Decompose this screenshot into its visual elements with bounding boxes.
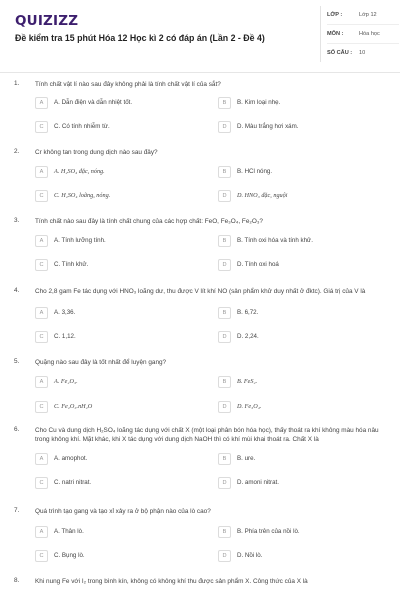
option-text: A. Thân lò. [54,528,84,535]
option-c[interactable] [35,120,195,133]
option-letter: C [35,190,48,202]
option-text: D. Màu trắng hơi xám. [237,123,299,130]
option-text: B. 6,72. [237,309,259,316]
question-text: Quặng nào sau đây là tốt nhất để luyện gang? [35,359,167,366]
option-d[interactable] [218,476,378,489]
option-b[interactable] [218,452,378,465]
option-b[interactable] [218,306,378,319]
option-text: C. Bụng lò. [54,552,85,559]
option-letter: A [35,307,48,319]
meta-value: 10 [359,50,366,56]
option-letter: D [218,477,231,489]
option-d[interactable] [218,258,378,271]
option-a[interactable] [35,452,195,465]
quizizz-logo: QUIZIZZ [15,13,79,29]
meta-panel [320,6,399,62]
option-text: D. Tính oxi hoá [237,261,279,268]
option-d[interactable] [218,549,378,562]
option-letter: D [218,331,231,343]
option-text: C. Tính khử. [54,261,89,268]
option-letter: C [35,401,48,413]
option-text: C. Fe₂O₃.nH₂O [54,403,93,410]
question-number: 5. [14,358,20,365]
meta-row-class [327,6,399,25]
option-letter: B [218,526,231,538]
question-text: Cho 2,8 gam Fe tác dụng với HNO₃ loãng dư, thu được V lít khí NO (sản phẩm khử duy nhất ở đktc). Giá trị của V là [35,288,366,295]
question-number: 8. [14,577,20,584]
option-d[interactable] [218,330,378,343]
option-c[interactable] [35,189,195,202]
option-letter: B [218,166,231,178]
worksheet-header [0,0,400,73]
option-letter: D [218,401,231,413]
option-letter: C [35,331,48,343]
question-number: 2. [14,148,20,155]
question-number: 7. [14,507,20,514]
option-text: D. Nồi lò. [237,552,263,559]
option-letter: B [218,376,231,388]
question-number: 3. [14,217,20,224]
option-d[interactable] [218,400,378,413]
option-letter: B [218,453,231,465]
option-text: A. Fe₂O₃. [54,378,78,385]
meta-value: Lớp 12 [359,12,377,18]
option-letter: D [218,259,231,271]
option-a[interactable] [35,96,195,109]
option-letter: A [35,526,48,538]
option-text: B. Phía trên của nồi lò. [237,528,300,535]
option-letter: A [35,97,48,109]
meta-row-subject [327,25,399,44]
option-text: A. amophot. [54,455,88,462]
option-d[interactable] [218,189,378,202]
option-text: B. HCl nóng. [237,168,273,175]
option-letter: A [35,166,48,178]
option-letter: A [35,453,48,465]
option-text: B. Tính oxi hóa và tính khử. [237,237,313,244]
option-letter: C [35,259,48,271]
option-text: D. Fe₃O₄. [237,403,262,410]
option-a[interactable] [35,306,195,319]
meta-key: MÔN : [327,31,344,37]
option-a[interactable] [35,165,195,178]
option-text: A. Dẫn điện và dẫn nhiệt tốt. [54,99,133,106]
option-text: D. 2,24. [237,333,259,340]
option-text: D. amoni nitrat. [237,479,279,486]
option-text: C. H₂SO₄ loãng, nóng. [54,192,111,199]
option-b[interactable] [218,165,378,178]
meta-key: LỚP : [327,12,343,18]
option-letter: D [218,190,231,202]
option-a[interactable] [35,234,195,247]
option-text: B. FeS₂. [237,378,258,385]
question-text: Tính chất nào sau đây là tính chất chung của các hợp chất: FeO, Fe₃O₄, Fe₂O₃? [35,218,263,225]
page-title: Đề kiểm tra 15 phút Hóa 12 Học kì 2 có đáp án (Lần 2 - Đề 4) [15,33,265,43]
meta-row-count [327,44,399,62]
option-b[interactable] [218,375,378,388]
question-text: Cr không tan trong dung dịch nào sau đây? [35,149,158,156]
option-b[interactable] [218,234,378,247]
question-text: Tính chất vật lí nào sau đây không phải là tính chất vật lí của sắt? [35,81,221,88]
option-c[interactable] [35,476,195,489]
option-letter: C [35,550,48,562]
question-number: 6. [14,426,20,433]
option-a[interactable] [35,375,195,388]
option-letter: A [35,376,48,388]
option-text: D. HNO₃ đặc, nguội [237,192,288,199]
option-text: C. 1,12. [54,333,76,340]
question-text: Cho Cu và dung dịch H₂SO₄ loãng tác dụng với chất X (một loại phân bón hóa học), thấy thoát ra khí không màu hóa nâu trong không khí. Mặt khác, khi X tác dụng với dung dịch NaOH thì có khí mùi khai thoát ra. Chất X là [35,427,379,443]
meta-value: Hóa học [359,31,380,37]
option-letter: D [218,550,231,562]
option-text: B. ure. [237,455,256,462]
option-letter: B [218,235,231,247]
option-d[interactable] [218,120,378,133]
option-c[interactable] [35,400,195,413]
option-text: A. Tính lưỡng tính. [54,237,106,244]
option-letter: D [218,121,231,133]
option-text: A. H₂SO₄ đặc, nóng. [54,168,105,175]
question-text: Khi nung Fe với I₂ trong bình kín, không có không khí thu được sản phẩm X. Công thức của X là [35,578,308,585]
question-number: 1. [14,80,20,87]
option-c[interactable] [35,549,195,562]
option-text: C. natri nitrat. [54,479,92,486]
option-letter: A [35,235,48,247]
option-letter: C [35,121,48,133]
question-number: 4. [14,287,20,294]
option-a[interactable] [35,525,195,538]
option-c[interactable] [35,258,195,271]
option-letter: B [218,307,231,319]
option-letter: B [218,97,231,109]
option-text: B. Kim loại nhẹ. [237,99,281,106]
option-b[interactable] [218,96,378,109]
option-text: C. Có tính nhiễm từ. [54,123,110,130]
option-b[interactable] [218,525,378,538]
option-text: A. 3,36. [54,309,76,316]
option-c[interactable] [35,330,195,343]
meta-key: SỐ CÂU : [327,50,353,56]
question-text: Quá trình tạo gang và tạo xỉ xảy ra ở bộ phận nào của lò cao? [35,508,211,515]
option-letter: C [35,477,48,489]
